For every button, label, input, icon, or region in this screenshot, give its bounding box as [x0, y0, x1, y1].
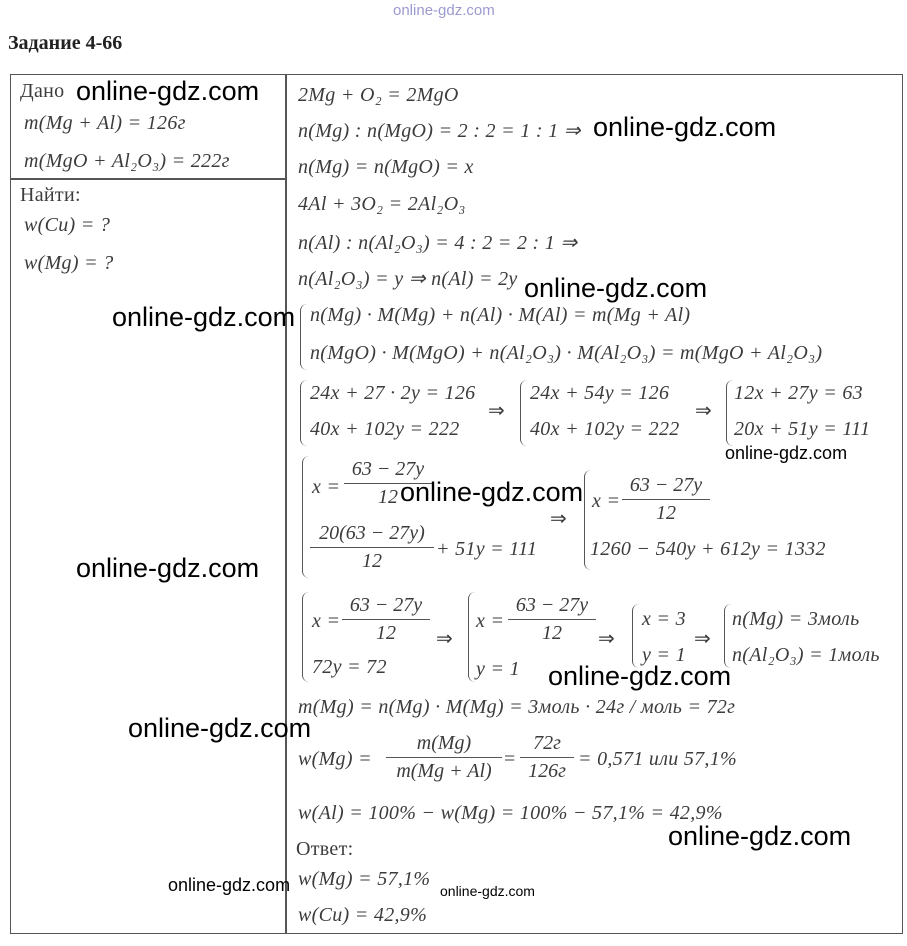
x-equals-label-1: x = [312, 476, 341, 498]
eq-al-ratio: n(Al) : n(Al₂O₃) = 4 : 2 = 2 : 1 ⇒ [298, 232, 578, 254]
fraction-w-mg-1 [386, 732, 502, 783]
equals-sign: = [504, 748, 516, 770]
eq-y1: y = 1 [476, 658, 520, 680]
result-n-al2o3: n(Al₂O₃) = 1моль [732, 644, 880, 666]
answer-label: Ответ: [296, 838, 354, 860]
system2-line2: 40x + 102y = 222 [310, 418, 460, 440]
eq-mg-ratio: n(Mg) : n(MgO) = 2 : 2 = 1 : 1 ⇒ [298, 120, 581, 142]
system-brace-7 [302, 592, 309, 682]
system-brace-3 [520, 380, 527, 446]
eq-1260: 1260 − 540y + 612y = 1332 [590, 538, 826, 560]
fraction-x-2-numerator: 63 − 27y [622, 474, 710, 500]
fraction-substitution-numerator: 20(63 − 27y) [310, 522, 434, 548]
w-mg-result: = 0,571 или 57,1% [578, 748, 737, 770]
watermark-2: online-gdz.com [593, 112, 777, 142]
task-title: Задание 4-66 [8, 32, 123, 54]
fraction-x-1-numerator: 63 − 27y [344, 458, 432, 484]
system4-line2: 20x + 51y = 111 [734, 418, 871, 440]
fraction-x-4-numerator: 63 − 27y [508, 594, 596, 620]
fraction-substitution [310, 522, 434, 573]
implies-arrow-2: ⇒ [695, 400, 713, 422]
find-label: Найти: [20, 184, 81, 206]
fraction-substitution-denominator: 12 [362, 550, 382, 572]
implies-arrow-1: ⇒ [488, 400, 506, 422]
result-n-mg: n(Mg) = 3моль [732, 608, 860, 630]
system1-line1: n(Mg) · M(Mg) + n(Al) · M(Al) = m(Mg + Al) [310, 304, 691, 326]
watermark-4: online-gdz.com [112, 302, 296, 332]
find-w-mg: w(Mg) = ? [24, 252, 114, 274]
implies-arrow-4: ⇒ [436, 628, 454, 650]
eq-w-al: w(Al) = 100% − w(Mg) = 100% − 57,1% = 42,9% [298, 802, 723, 824]
fraction-x-2 [622, 474, 710, 525]
x-equals-label-2: x = [592, 490, 621, 512]
x-equals-label-4: x = [476, 610, 505, 632]
system-brace-4 [726, 380, 733, 446]
fraction-x-3-denominator: 12 [376, 622, 396, 644]
watermark-11: online-gdz.com [168, 875, 291, 895]
fraction-x-4-denominator: 12 [542, 622, 562, 644]
implies-arrow-3: ⇒ [550, 508, 568, 530]
fraction-w-mg-1-numerator: m(Mg) [386, 732, 502, 758]
system-brace-8 [468, 592, 475, 682]
system3-line1: 24x + 54y = 126 [530, 382, 670, 404]
watermark-7: online-gdz.com [76, 553, 260, 583]
eq-x3: x = 3 [642, 608, 686, 630]
implies-arrow-6: ⇒ [694, 628, 712, 650]
fraction-w-mg-2-numerator: 72г [520, 732, 574, 758]
site-watermark-top: online-gdz.com [393, 2, 495, 19]
fraction-x-4 [508, 594, 596, 645]
fraction-w-mg-2 [520, 732, 574, 783]
given-mass-metals: m(Mg + Al) = 126г [24, 112, 186, 134]
substitution-tail: + 51y = 111 [436, 538, 538, 560]
watermark-5: online-gdz.com [725, 443, 848, 463]
watermark-1: online-gdz.com [76, 76, 260, 106]
eq-y1b: y = 1 [642, 644, 686, 666]
given-find-divider [10, 178, 286, 180]
find-w-cu: w(Cu) = ? [24, 214, 111, 236]
system3-line2: 40x + 102y = 222 [530, 418, 680, 440]
watermark-3: online-gdz.com [524, 273, 708, 303]
given-label: Дано [20, 80, 65, 102]
system-brace-2 [300, 380, 307, 446]
implies-arrow-5: ⇒ [598, 628, 616, 650]
w-mg-lhs: w(Mg) = [298, 748, 372, 770]
eq-al-oxidation: 4Al + 3O₂ = 2Al₂O₃ [298, 193, 466, 215]
eq-al-y: n(Al₂O₃) = y ⇒ n(Al) = 2y [298, 268, 518, 290]
x-equals-label-3: x = [312, 610, 341, 632]
answer-w-cu: w(Cu) = 42,9% [298, 904, 428, 926]
fraction-w-mg-1-denominator: m(Mg + Al) [396, 760, 492, 782]
watermark-8: online-gdz.com [548, 661, 732, 691]
fraction-x-1-denominator: 12 [378, 486, 398, 508]
eq-mass-mg: m(Mg) = n(Mg) · M(Mg) = 3моль · 24г / моль = 72г [298, 696, 736, 718]
watermark-9: online-gdz.com [128, 713, 312, 743]
fraction-x-3 [342, 594, 430, 645]
eq-mg-oxidation: 2Mg + O₂ = 2MgO [298, 84, 459, 106]
system4-line1: 12x + 27y = 63 [734, 382, 863, 404]
eq-72y: 72y = 72 [312, 656, 387, 678]
system-brace-10 [724, 604, 731, 668]
watermark-10: online-gdz.com [668, 821, 852, 851]
fraction-w-mg-2-denominator: 126г [528, 760, 566, 782]
answer-w-mg: w(Mg) = 57,1% [298, 868, 431, 890]
system-brace-9 [632, 604, 639, 668]
watermark-6: online-gdz.com [400, 477, 584, 507]
given-mass-oxides: m(MgO + Al₂O₃) = 222г [24, 150, 230, 172]
fraction-x-3-numerator: 63 − 27y [342, 594, 430, 620]
table-column-divider [285, 74, 287, 934]
system-brace-1 [300, 304, 307, 370]
eq-mg-x: n(Mg) = n(MgO) = x [298, 156, 474, 178]
system2-line1: 24x + 27 · 2y = 126 [310, 382, 476, 404]
watermark-12: online-gdz.com [440, 883, 535, 899]
system-brace-5 [302, 456, 309, 578]
fraction-x-2-denominator: 12 [656, 502, 676, 524]
system1-line2: n(MgO) · M(MgO) + n(Al₂O₃) · M(Al₂O₃) = m(MgO + Al₂O₃) [310, 342, 823, 364]
